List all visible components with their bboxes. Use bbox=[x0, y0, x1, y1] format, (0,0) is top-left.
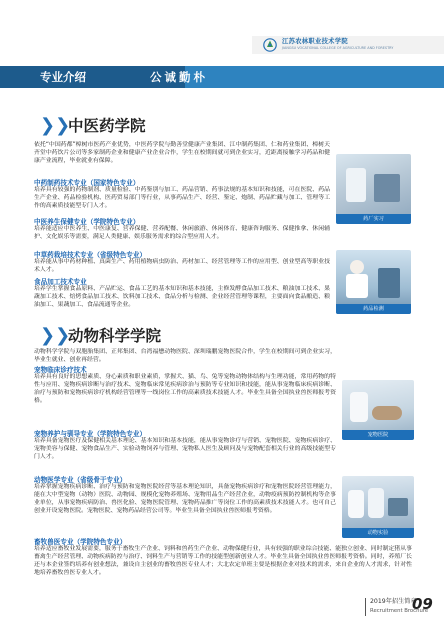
major-title: 食品加工技术专业 bbox=[34, 278, 87, 286]
major-title: 中医养生保健专业（学院特色专业） bbox=[34, 218, 140, 226]
photo-pharma-factory bbox=[336, 154, 411, 224]
photo-caption: 宠物医院 bbox=[342, 430, 414, 440]
school-logo-icon bbox=[263, 38, 277, 52]
school-name: 江苏农林职业技术学院 bbox=[282, 38, 348, 45]
page-number: 09 bbox=[412, 595, 433, 613]
brochure-title-en: Recruitment Brochure bbox=[370, 608, 429, 614]
major-description: 培养适应畜牧业发展需要，服务于畜牧生产企业、饲料和兽药生产企业、动物保健行业，具有较强的职业综合技能、能独立创业、同时制定猪从事畜禽生产经营管理、动物疾病防控与治疗、饲料生产与营销等工作的技能型创新创业人才。毕业生具备全国执业兽医师报考资格。同时，养殖厂长还与本企业签约培养有创业想法，兼设自主创业的畜牧兽医专业人才；大北农定单班主要是根据企业对技术的需求，来自企业的人才需求，针对性地培养畜牧兽医专业人才。 bbox=[34, 546, 412, 576]
section-label: 专业介绍 bbox=[40, 70, 86, 84]
section-title: 中医药学院 bbox=[68, 117, 146, 135]
chevron-right-icon: ❯❯ bbox=[40, 115, 71, 136]
major-description: 培养具有良好的思想素质、身心素质和职业素质，掌握犬、猫、鸟、兔等宠物动物体结构与生理功能，常用药物的特性与应用、宠物疾病诊断与治疗技术、宠物临床常见疾病诊治与预防等专业知识和技能，能从事宠物临床疾病诊断、治疗与预防和宠物疾病诊疗机构经营管理等一线岗位工作的高素质技术技能人才。毕业生具备全国执业兽医师报考资格。 bbox=[34, 374, 336, 404]
photo-drug-testing bbox=[336, 250, 411, 314]
major-title: 动物医学专业（省级骨干专业） bbox=[34, 476, 127, 484]
major-title: 中草药栽培技术专业（省级特色专业） bbox=[34, 251, 147, 259]
major-title: 宠物养护与驯导专业（学院特色专业） bbox=[34, 430, 147, 438]
photo-caption: 药品检测 bbox=[336, 304, 411, 314]
brochure-title: 2019年招生简章 bbox=[370, 598, 417, 605]
chevron-right-icon: ❯❯ bbox=[40, 325, 71, 346]
photo-caption: 动物实验 bbox=[342, 528, 414, 538]
school-name-en: JIANGSU VOCATIONAL COLLEGE OF AGRICULTURE AND FORESTRY bbox=[282, 46, 394, 50]
major-description: 培养具备宠物医疗及保健相关基本理论、基本知识和基本技能，能从事宠物诊疗与营销、宠物医院、宠物疾病诊疗、宠物美容与保健、宠物食品生产、实验动物饲养与管理、宠物私人医生及顾问及与宠物配套相关行业的高级技能型专门人才。 bbox=[34, 438, 336, 460]
major-title: 中药制药技术专业（国家特色专业） bbox=[34, 179, 140, 187]
school-motto: 公诚勤朴 bbox=[150, 70, 208, 84]
footer-divider bbox=[365, 598, 366, 616]
major-description: 培养具有较强的药物制剂、质量检验、中药鉴别与加工、药品营销、药事法规的基本知识和技能，可在医院、药品生产企业、药品检验机构、医药贸易部门等行业，从事药品生产、经营、鉴定、炮制、药品贮藏与加工、管理等工作的高素质技能型专门人才。 bbox=[34, 187, 330, 209]
major-description: 培养掌握宠物疾病诊断、治疗与预防和宠物医院经营等基本理论知识，具备宠物疾病诊疗和宠物医院经营管理能力，能在大中型宠物（动物）医院、动物园、规模化宠物养殖场、宠物用品生产经营企业，动物疫病预防控制机构等企事业单位，从事宠物疾病防治、兽医化验、宠物医院管理、宠物药品推广等岗位工作的高素质技术技能人才。也可自己创业开设宠物医院。宠物医院、宠物药品经营公司等。毕业生具备全国执业兽医师报考资格。 bbox=[34, 484, 336, 514]
photo-animal-lab bbox=[342, 476, 414, 538]
section-intro: 依托“中国药都”樟树市医药产业优势，中医药学院与勤善堂健康产业集团、江中制药集团、仁和药业集团、樟树天齐堂中药饮片公司等多家制药企业和健康产业企业合作，学生在校期间就可到企业实习，近距离接触学习药品和健康产业流程，毕业就业有保障。 bbox=[34, 142, 330, 164]
major-description: 培养学生掌握食品原料、产品贮运、食品工艺的基本知识和基本技能，主修发酵食品加工技术、粮油加工技术、果蔬加工技术、焙烤食品加工技术、饮料加工技术、食品分析与检测、企业经营管理等课程，主要面向食品酿造、粮油加工、果蔬加工、食品流通等企业。 bbox=[34, 286, 330, 308]
section-title: 动物科学学院 bbox=[68, 327, 162, 345]
photo-caption: 药厂实习 bbox=[336, 214, 411, 224]
photo-pet-hospital bbox=[342, 380, 414, 440]
major-description: 培养能从事中药材种植、真菌生产、药用植物病虫防治、药材加工、经营管理等工作的应用型、创业型高等职业技术人才。 bbox=[34, 259, 330, 273]
section-intro: 动物科学学院与双胞胎集团、正邦集团、台湾福懋动物医院、深圳瑞鹏宠物医院合作，学生在校期间可到企业实习，毕业生就业、创业再经营。 bbox=[34, 349, 336, 363]
major-description: 培养能适应中医养生、中医康复、营养保健、营养配餐、休闲旅游、休闲体育、健康咨询服务、保健推拿、休闲辅护、文化娱乐等需要，满足人类健康、娱乐服务需求的综合型应用人才。 bbox=[34, 226, 330, 240]
major-title: 畜牧兽医专业（学院特色专业） bbox=[34, 538, 127, 546]
major-title: 宠物临床诊疗技术 bbox=[34, 366, 87, 374]
